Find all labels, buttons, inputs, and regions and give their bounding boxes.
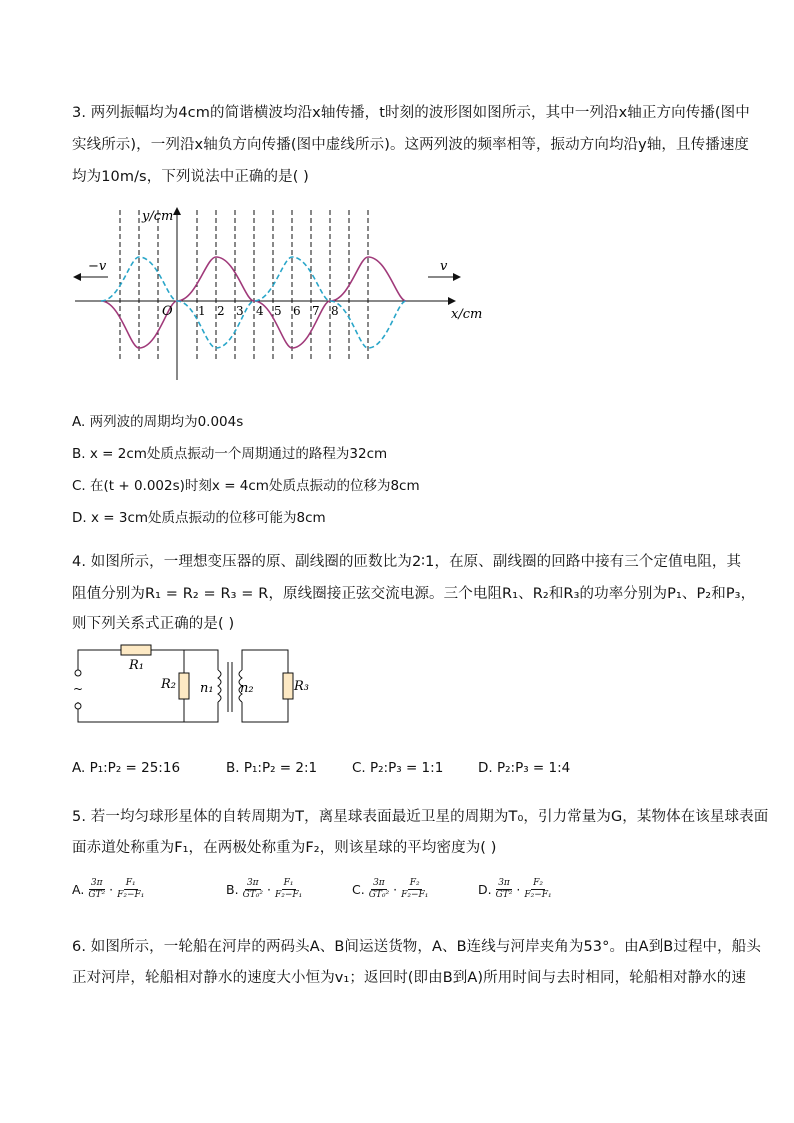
q3-option-b: B. x = 2cm处质点振动一个周期通过的路程为32cm <box>72 446 388 462</box>
frac-den: F₂−F₁ <box>117 890 145 900</box>
origin-label: O <box>162 304 173 319</box>
option-label: B. <box>226 882 239 897</box>
q4-option-d: D. P₂:P₃ = 1:4 <box>478 760 571 776</box>
right-velocity-label: v <box>440 259 448 274</box>
option-label: A. <box>72 882 85 897</box>
terminal-top <box>75 670 81 676</box>
primary-coil <box>218 670 221 702</box>
label-r2: R₂ <box>161 677 176 692</box>
q5-option-d: D. $\frac{3\pi}{\text{GT²}}$ · $\frac{\text{F₂}}{\text{F₂−F₁}}$ <box>478 878 552 900</box>
frac-num: F₁ <box>125 878 136 888</box>
label-r1: R₁ <box>129 658 144 673</box>
tick-1: 1 <box>198 304 206 318</box>
ac-source-symbol: ~ <box>73 682 84 696</box>
tick-3: 3 <box>236 304 244 318</box>
q6-line-2: 正对河岸，轮船相对静水的速度大小恒为v₁；返回时(即由B到A)所用时间与去时相同，轮船相对静水的速 <box>72 970 746 986</box>
y-axis-label: y/cm <box>142 209 174 224</box>
frac-den: GT₀² <box>242 890 263 900</box>
q4-option-c: C. P₂:P₃ = 1:1 <box>352 760 444 776</box>
q4-line-3: 则下列关系式正确的是( ) <box>72 616 235 632</box>
frac-den: GT₀² <box>368 890 390 900</box>
q3-option-c: C. 在(t + 0.002s)时刻x = 4cm处质点振动的位移为8cm <box>72 478 420 494</box>
q3-option-d: D. x = 3cm处质点振动的位移可能为8cm <box>72 510 326 526</box>
frac-den: F₂−F₁ <box>524 890 552 900</box>
q5-line-2: 面赤道处称重为F₁，在两极处称重为F₂，则该星球的平均密度为( ) <box>72 840 497 856</box>
frac-num: F₂ <box>533 878 543 888</box>
frac-num: 3π <box>498 878 510 888</box>
tick-2: 2 <box>217 304 225 318</box>
frac-num: 3π <box>246 878 259 888</box>
tick-7: 7 <box>312 304 320 318</box>
q4-line-2: 阻值分别为R₁ = R₂ = R₃ = R，原线圈接正弦交流电源。三个电阻R₁、R₂和R₃的功率分别为P₁、P₂和P₃， <box>72 586 756 602</box>
frac-num: F₁ <box>283 878 294 888</box>
terminal-bottom <box>75 703 81 709</box>
resistor-r3 <box>283 673 293 699</box>
label-n2: n₂ <box>240 681 254 696</box>
q6-line-1: 6. 如图所示，一轮船在河岸的两码头A、B间运送货物，A、B连线与河岸夹角为53°。由A到B过程中，船头 <box>72 939 761 955</box>
resistor-r1 <box>121 645 151 655</box>
tick-8: 8 <box>331 304 339 318</box>
resistor-r2 <box>179 673 189 699</box>
q4-option-b: B. P₁:P₂ = 2:1 <box>226 760 318 776</box>
q3-option-a: A. 两列波的周期均为0.004s <box>72 414 244 430</box>
q5-option-b: B. $\frac{3\pi}{\text{GT₀²}}$ · $\frac{\text{F₁}}{\text{F₂−F₁}}$ <box>226 878 303 900</box>
tick-6: 6 <box>293 304 301 318</box>
dashed-gridlines <box>120 210 368 360</box>
left-velocity-label: −v <box>88 259 107 274</box>
label-n1: n₁ <box>200 681 214 696</box>
wave-figure <box>60 200 500 390</box>
frac-num: 3π <box>373 878 385 888</box>
x-axis-label: x/cm <box>451 307 483 322</box>
circuit-diagram <box>66 640 326 735</box>
tick-4: 4 <box>256 304 264 318</box>
q4-line-1: 4. 如图所示，一理想变压器的原、副线圈的匝数比为2∶1，在原、副线圈的回路中接有三个定值电阻，其 <box>72 554 742 570</box>
option-label: D. <box>478 882 492 897</box>
frac-num: F₂ <box>409 878 420 888</box>
q3-line-1: 3. 两列振幅均为4cm的简谐横波均沿x轴传播，t时刻的波形图如图所示，其中一列沿x轴正方向传播(图中 <box>72 105 750 121</box>
q4-option-a: A. P₁:P₂ = 25:16 <box>72 760 181 776</box>
frac-den: F₂−F₁ <box>274 890 303 900</box>
q5-option-c: C. $\frac{3\pi}{\text{GT₀²}}$ · $\frac{\text{F₂}}{\text{F₂−F₁}}$ <box>352 878 429 900</box>
frac-den: GT² <box>88 890 106 900</box>
tick-5: 5 <box>274 304 282 318</box>
frac-num: 3π <box>90 878 103 888</box>
q3-line-3: 均为10m/s，下列说法中正确的是( ) <box>72 169 309 185</box>
frac-den: F₂−F₁ <box>401 890 429 900</box>
q5-option-a: A. $\frac{3\pi}{\text{GT²}}$ · $\frac{\text{F₁}}{\text{F₂−F₁}}$ <box>72 878 145 900</box>
q3-line-2: 实线所示)，一列沿x轴负方向传播(图中虚线所示)。这两列波的频率相等，振动方向均沿y轴，且传播速度 <box>72 137 750 153</box>
option-label: C. <box>352 882 365 897</box>
frac-den: GT² <box>495 890 513 900</box>
q5-line-1: 5. 若一均匀球形星体的自转周期为T，离星球表面最近卫星的周期为T₀，引力常量为G，某物体在该星球表面 <box>72 809 769 825</box>
label-r3: R₃ <box>294 679 309 694</box>
